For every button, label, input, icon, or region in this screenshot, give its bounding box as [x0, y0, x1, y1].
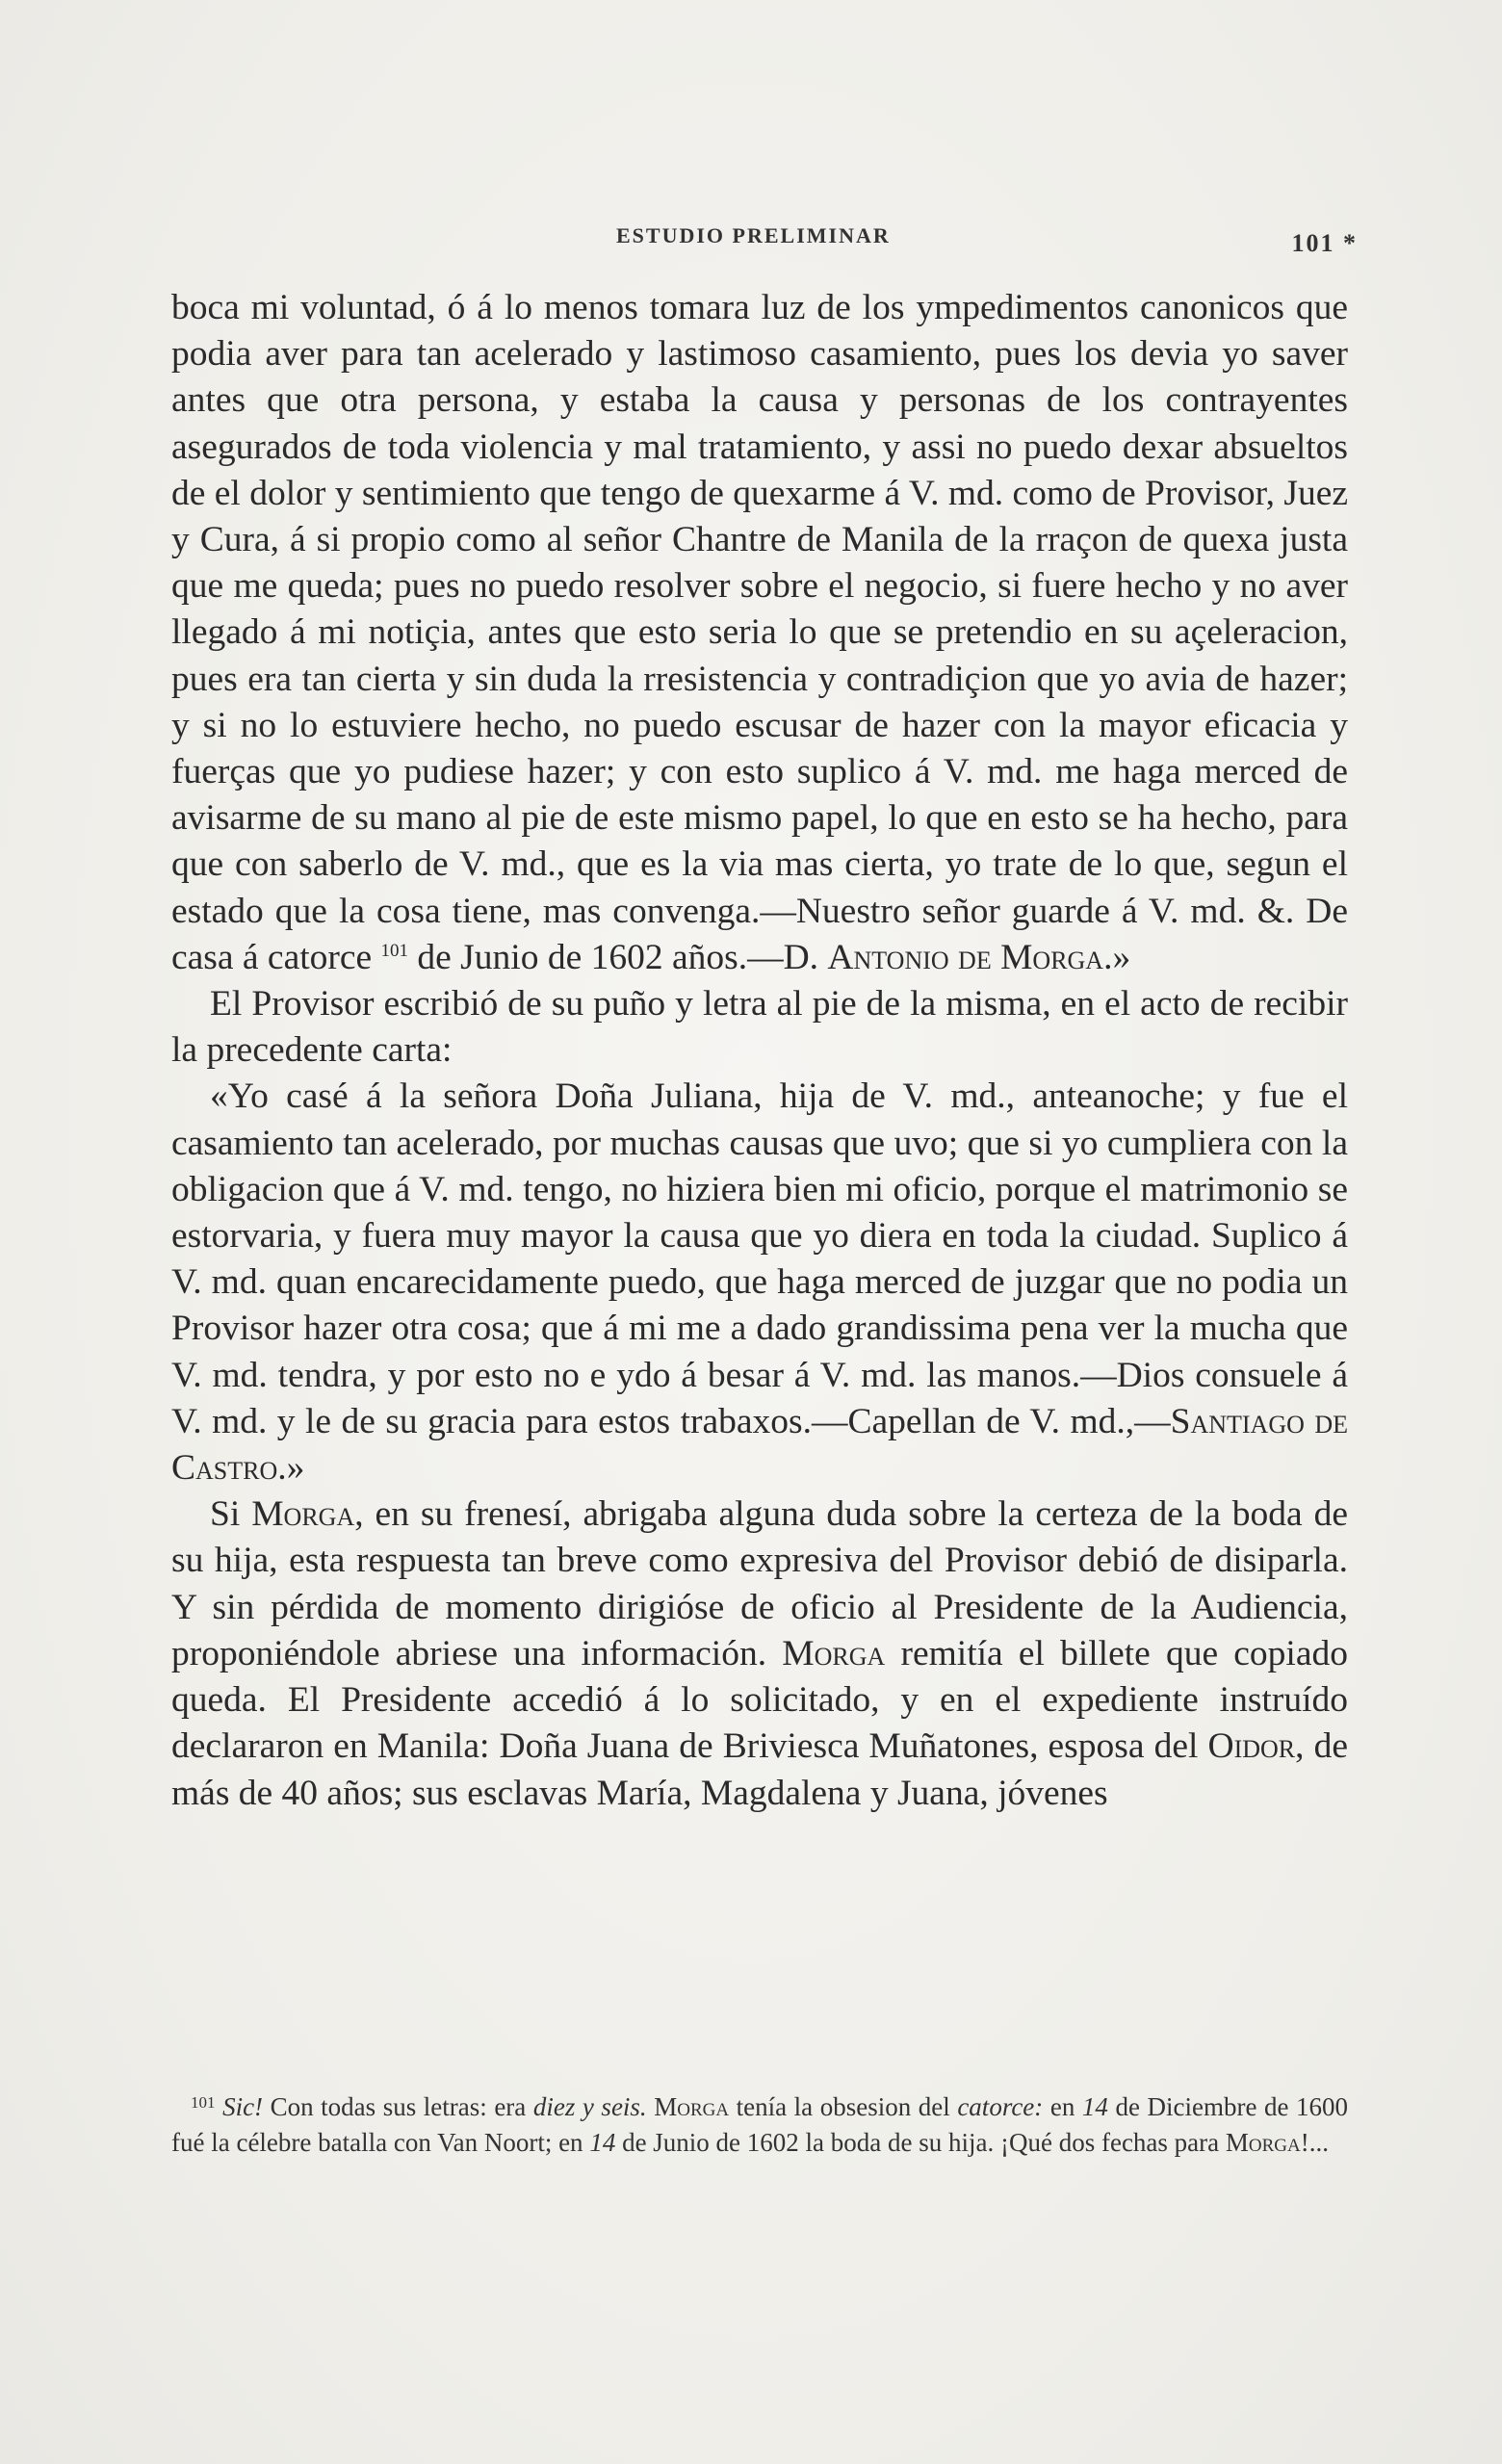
- title-oidor: Oidor: [1207, 1726, 1296, 1767]
- paragraph-letter-castro: [171, 1074, 1348, 1491]
- paragraph-text: El Provisor escribió de su puño y letra al pie de la misma, en el acto de recibir la precedente carta:: [171, 984, 1348, 1071]
- closing-quote: .»: [277, 1448, 305, 1489]
- footnote-name-morga: Morga: [654, 2092, 730, 2121]
- name-morga: Morga: [782, 1633, 886, 1673]
- paragraph-text: remitía el billete que copiado queda. El Presidente accedió á lo solicitado, y en el expediente instruído declararon en Manila: Doña Juana de Briviesca Muñatones, esposa del: [171, 1633, 1348, 1767]
- page-header: [173, 220, 1358, 258]
- footnote-name-morga: Morga: [1225, 2128, 1301, 2157]
- paragraph-text: «Yo casé á la señora Doña Juliana, hija de V. md., anteanoche; y fue el casamiento tan acelerado, por muchas causas que uvo; que si yo cumpliera con la obligacion que á V. md. tengo, no hiziera bien mi oficio, porque el matrimonio se estorvaria, y fuera muy mayor la causa que yo diera en toda la ciudad. Suplico á V. md. quan encarecidamente puedo, que haga merced de juzgar que no podia un Provisor hazer otra cosa; que á mi me a dado grandissima pena ver la mucha que V. md. tendra, y por esto no e ydo á besar á V. md. las manos.—Dios consuele á V. md. y le de su gracia para estos trabaxos.—Capellan de V. md.,—: [171, 1076, 1348, 1441]
- footnote-italic: 14: [589, 2128, 616, 2157]
- paragraph-text: boca mi voluntad, ó á lo menos tomara luz de los ympedimentos canonicos que podia aver para tan acelerado y lastimoso casamiento, pues los devia yo saver antes que otra persona, y estaba la causa y personas de los contrayentes asegurados de toda violencia y mal tratamiento, y assi no puedo dexar absueltos de el dolor y sentimiento que tengo de quexarme á V. md. como de Provisor, Juez y Cura, á si propio como al señor Chantre de Manila de la rraçon de quexa justa que me queda; pues no puedo resolver sobre el negocio, si fuere hecho y no aver llegado á mi notiçia, antes que esto seria lo que se pretendio en su açeleracion, pues era tan cierta y sin duda la rresistencia y contradiçion que yo avia de hazer; y si no lo estuviere hecho, no puedo escusar de hazer con la mayor eficacia y fuerças que yo pudiese hazer; y con esto suplico á V. md. me haga merced de avisarme de su mano al pie de este mismo papel, lo que en esto se ha hecho, para que con saberlo de V. md., que es la via mas cierta, yo trate de lo que, segun el estado que la cosa tiene, mas convenga.—Nuestro señor guarde á V. md. &. De casa á catorce: [171, 288, 1348, 977]
- paragraph-text: , de más de 40 años; sus esclavas María, Magdalena y Juana, jóvenes: [171, 1726, 1348, 1813]
- footnote-italic: catorce:: [957, 2092, 1044, 2121]
- footnote-text: de Junio de 1602 la boda de su hija. ¡Qué dos fechas para: [622, 2128, 1220, 2157]
- paragraph-text: de Junio de 1602 años.—D.: [417, 937, 819, 977]
- footnote-italic: 14: [1081, 2092, 1108, 2121]
- paragraph-provisor: [171, 981, 1348, 1074]
- footnote-mark: 101: [191, 2093, 216, 2112]
- footnote-reference: 101: [380, 940, 409, 961]
- paragraph-text: , en su frenesí, abrigaba alguna duda sobre la certeza de la boda de su hija, esta respuesta tan breve como expresiva del Provisor debió de disiparla. Y sin pérdida de momento dirigióse de oficio al Presidente de la Audiencia, proponiéndole abriese una información.: [171, 1494, 1348, 1673]
- footnote-text: !...: [1300, 2128, 1329, 2157]
- closing-quote: .»: [1103, 937, 1131, 977]
- paragraph-text: Si: [210, 1494, 241, 1535]
- footnote-sic: Sic!: [222, 2092, 264, 2121]
- footnote: [171, 2089, 1348, 2161]
- page-number: 101 *: [1291, 229, 1358, 257]
- signature-morga: Antonio de Morga: [827, 937, 1104, 977]
- body-text: [171, 285, 1348, 1817]
- running-head: ESTUDIO PRELIMINAR: [616, 223, 891, 247]
- paragraph-letter-morga: [171, 285, 1348, 981]
- paragraph-narrative: [171, 1491, 1348, 1816]
- name-morga: Morga: [251, 1494, 355, 1535]
- footnote-text: Con todas sus letras: era: [270, 2092, 527, 2121]
- footnote-text: de Diciembre de 1600 fué la célebre batalla con Van Noort; en: [171, 2092, 1349, 2157]
- footnote-italic: diez y seis.: [532, 2092, 647, 2121]
- footnote-text: en: [1049, 2092, 1075, 2121]
- footnote-text: tenía la obsesion del: [736, 2092, 950, 2121]
- signature-castro: Santiago de Castro: [171, 1401, 1348, 1489]
